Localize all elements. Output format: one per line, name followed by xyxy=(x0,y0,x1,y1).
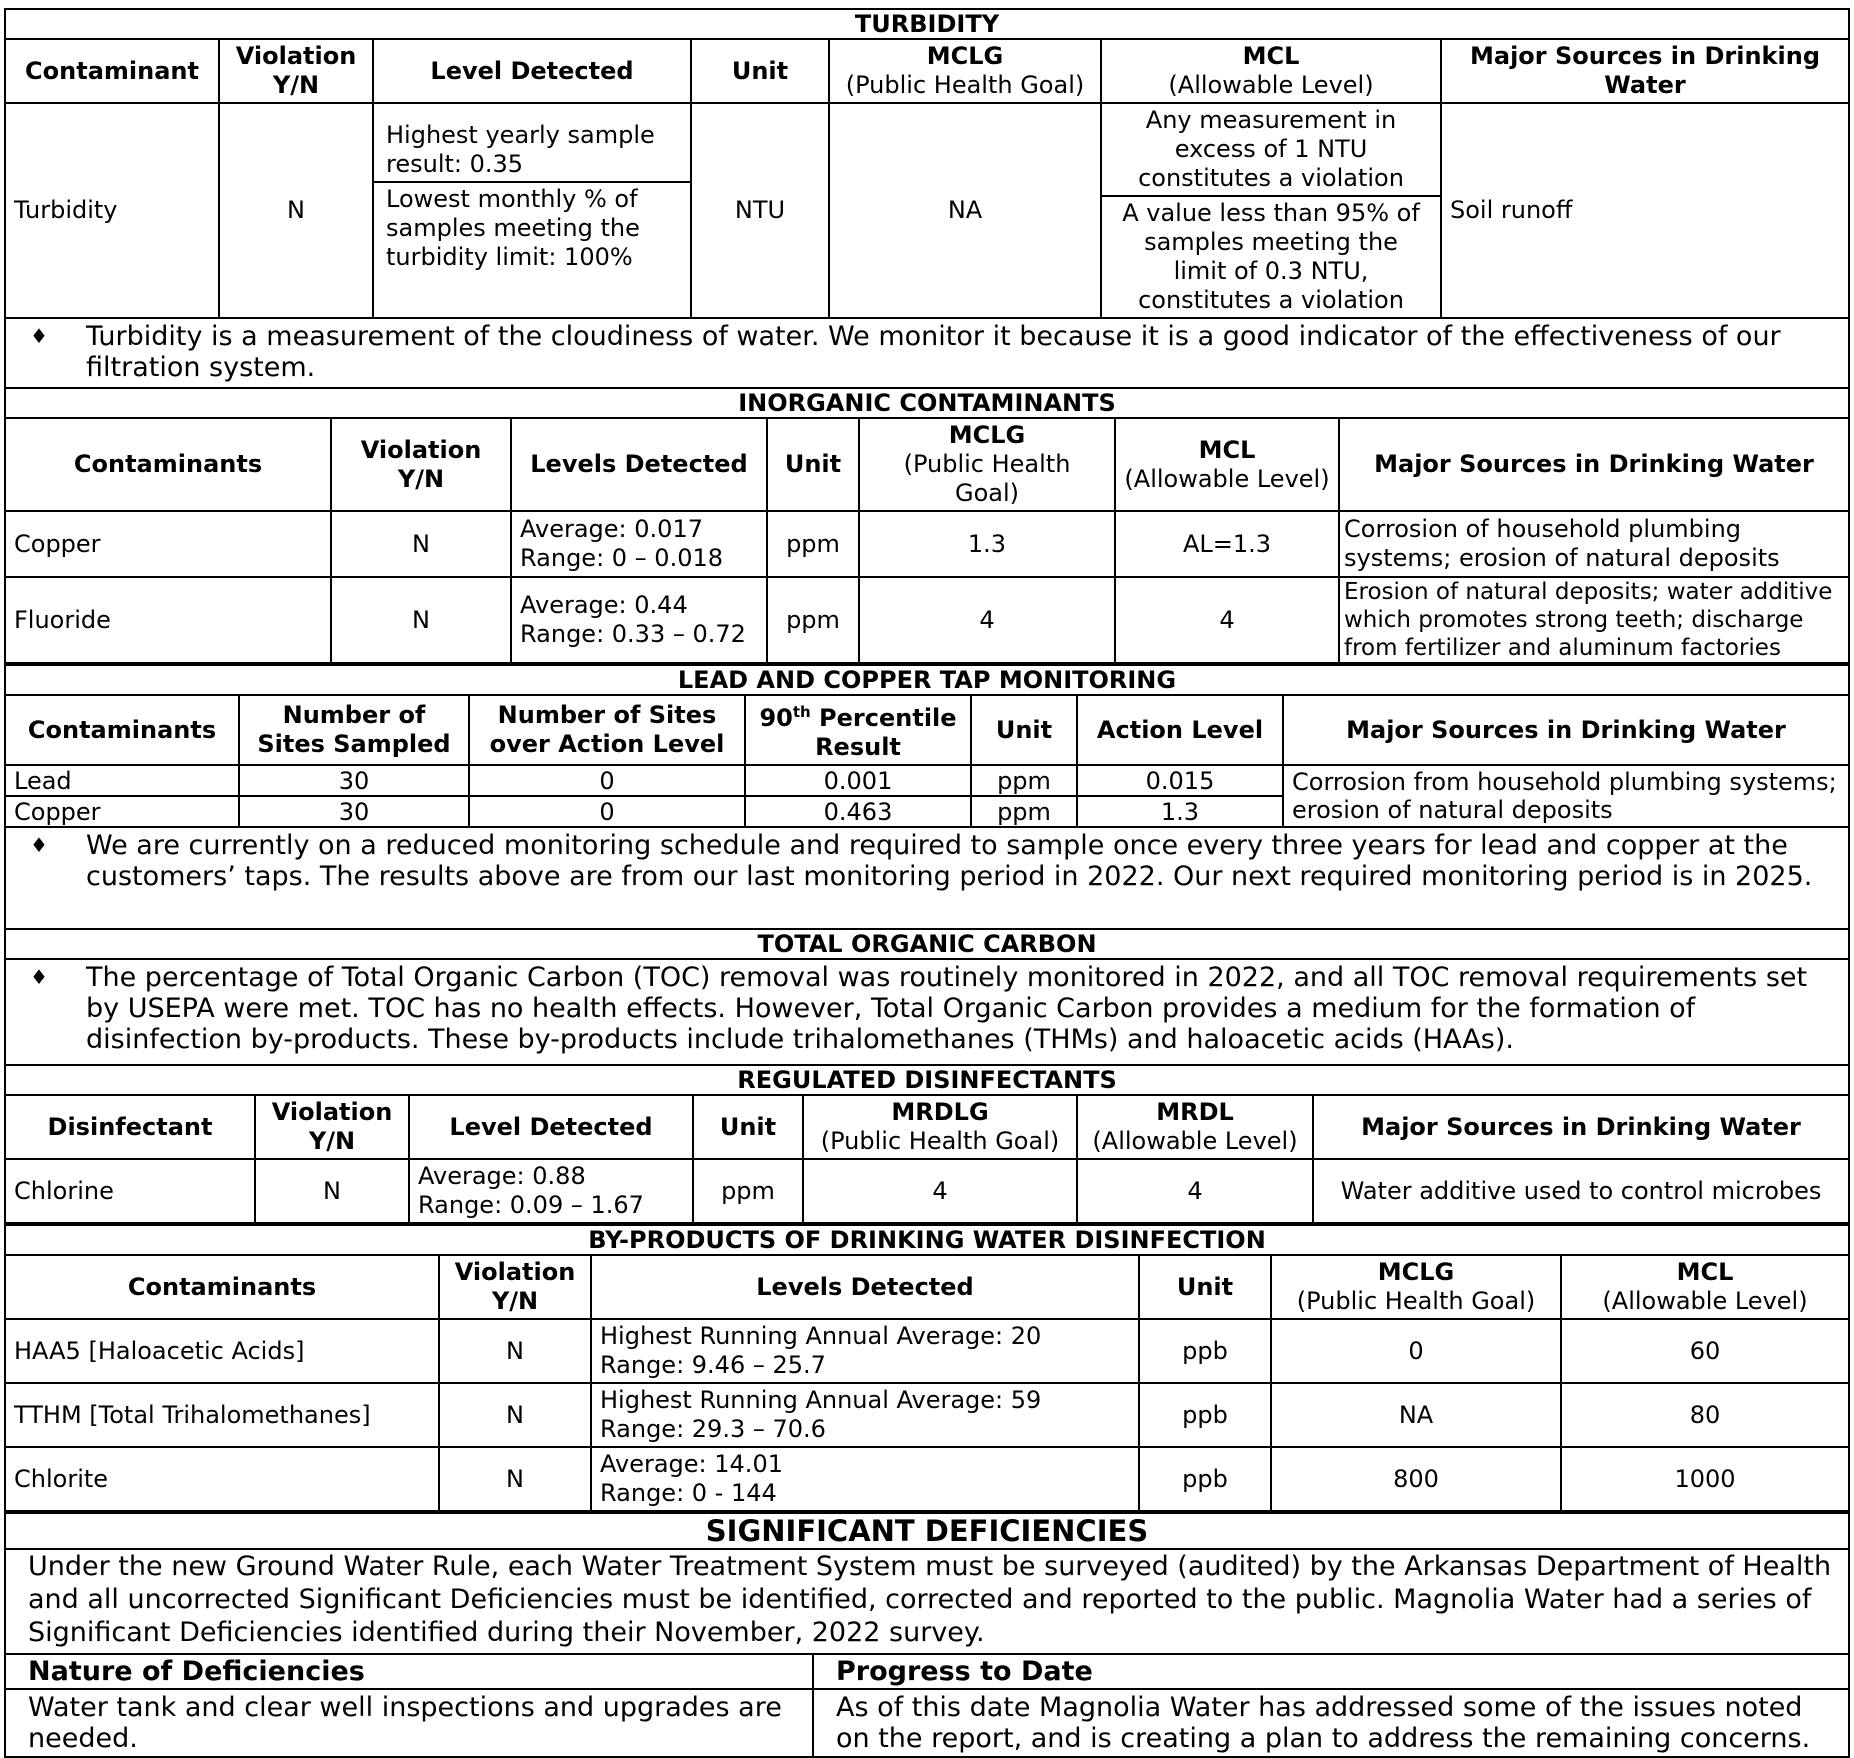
cell-mcl: AL=1.3 xyxy=(1115,511,1339,577)
cell-levels: Average: 0.44 Range: 0.33 – 0.72 xyxy=(511,577,767,663)
header-contaminants: Contaminants xyxy=(5,418,331,511)
cell-sites-sampled: 30 xyxy=(239,765,469,796)
deficiencies-table xyxy=(4,1653,1850,1758)
lead-copper-table xyxy=(4,694,1850,828)
cell-mcl: 60 xyxy=(1561,1319,1849,1383)
bullet-icon: ♦ xyxy=(30,965,48,989)
header-level: Level Detected xyxy=(409,1095,693,1159)
header-mclg: MCLG (Public Health Goal) xyxy=(829,39,1101,103)
cell-contaminant: HAA5 [Haloacetic Acids] xyxy=(5,1319,439,1383)
header-unit: Unit xyxy=(1139,1255,1271,1319)
byproducts-table xyxy=(4,1254,1850,1512)
header-mrdlg: MRDLG (Public Health Goal) xyxy=(803,1095,1077,1159)
cell-violation: N xyxy=(219,103,373,318)
cell-sources: Soil runoff xyxy=(1441,103,1849,318)
header-violation: Violation Y/N xyxy=(255,1095,409,1159)
table-row xyxy=(5,1689,1849,1757)
header-percentile: 90th Percentile Result xyxy=(745,695,971,765)
cell-mcl: 80 xyxy=(1561,1383,1849,1447)
cell-unit: NTU xyxy=(691,103,829,318)
header-mcl: MCL (Allowable Level) xyxy=(1561,1255,1849,1319)
turbidity-table xyxy=(4,38,1850,319)
cell-levels: Highest Running Annual Average: 20 Range: 9.46 – 25.7 xyxy=(591,1319,1139,1383)
deficiencies-title: SIGNIFICANT DEFICIENCIES xyxy=(4,1512,1850,1548)
table-row xyxy=(5,765,1849,796)
header-sites-sampled: Number of Sites Sampled xyxy=(239,695,469,765)
cell-action-level: 1.3 xyxy=(1077,796,1283,827)
table-row xyxy=(5,1447,1849,1511)
cell-sites-over: 0 xyxy=(469,796,745,827)
cell-contaminant: Fluoride xyxy=(5,577,331,663)
bullet-icon: ♦ xyxy=(30,833,48,857)
cell-mcl: 1000 xyxy=(1561,1447,1849,1511)
cell-percentile: 0.463 xyxy=(745,796,971,827)
cell-mcl: 4 xyxy=(1115,577,1339,663)
inorganic-table xyxy=(4,417,1850,664)
deficiencies-intro: Under the new Ground Water Rule, each Water Treatment System must be surveyed (audited) by the Arkansas Department of Health and all uncorrected Significant Deficiencies must be identified, corrected and reported to the public. Magnolia Water had a series of Significant Deficiencies identified during their November, 2022 survey. xyxy=(4,1548,1850,1653)
header-violation: Violation Y/N xyxy=(439,1255,591,1319)
cell-disinfectant: Chlorine xyxy=(5,1159,255,1223)
cell-sources: Erosion of natural deposits; water additive which promotes strong teeth; discharge from fertilizer and aluminum factories xyxy=(1339,577,1849,663)
cell-levels: Highest Running Annual Average: 59 Range: 29.3 – 70.6 xyxy=(591,1383,1139,1447)
cell-mrdlg: 4 xyxy=(803,1159,1077,1223)
cell-violation: N xyxy=(331,577,511,663)
cell-sources: Water additive used to control microbes xyxy=(1313,1159,1849,1223)
cell-nature: Water tank and clear well inspections and upgrades are needed. xyxy=(5,1689,813,1757)
cell-violation: N xyxy=(439,1447,591,1511)
cell-percentile: 0.001 xyxy=(745,765,971,796)
turbidity-note xyxy=(4,319,1850,387)
header-violation: Violation Y/N xyxy=(219,39,373,103)
header-mrdl: MRDL (Allowable Level) xyxy=(1077,1095,1313,1159)
water-quality-report xyxy=(4,8,1850,1758)
cell-level: Average: 0.88 Range: 0.09 – 1.67 xyxy=(409,1159,693,1223)
cell-unit: ppm xyxy=(971,796,1077,827)
table-header-row xyxy=(5,418,1849,511)
cell-mrdl: 4 xyxy=(1077,1159,1313,1223)
table-header-row xyxy=(5,1095,1849,1159)
cell-unit: ppm xyxy=(693,1159,803,1223)
header-unit: Unit xyxy=(691,39,829,103)
table-row xyxy=(5,577,1849,663)
cell-unit: ppb xyxy=(1139,1319,1271,1383)
disinfectants-title: REGULATED DISINFECTANTS xyxy=(4,1064,1850,1094)
header-action-level: Action Level xyxy=(1077,695,1283,765)
header-sources: Major Sources in Drinking Water xyxy=(1313,1095,1849,1159)
toc-note-text: The percentage of Total Organic Carbon (TOC) removal was routinely monitored in 2022, and all TOC removal requirements set by USEPA were met. TOC has no health effects. However, Total Organic Carbon provides a medium for the formation of disinfection by-products. These by-products include trihalomethanes (THMs) and haloacetic acids (HAAs). xyxy=(86,962,1808,1055)
table-row xyxy=(5,511,1849,577)
toc-note xyxy=(4,958,1850,1064)
cell-progress: As of this date Magnolia Water has addressed some of the issues noted on the report, and is creating a plan to address the remaining concerns. xyxy=(813,1689,1849,1757)
header-sites-over: Number of Sites over Action Level xyxy=(469,695,745,765)
header-sources: Major Sources in Drinking Water xyxy=(1283,695,1849,765)
header-unit: Unit xyxy=(767,418,859,511)
cell-violation: N xyxy=(439,1383,591,1447)
cell-sites-over: 0 xyxy=(469,765,745,796)
header-levels: Levels Detected xyxy=(511,418,767,511)
cell-contaminant: TTHM [Total Trihalomethanes] xyxy=(5,1383,439,1447)
table-header-row xyxy=(5,39,1849,103)
level-lowest: Lowest monthly % of samples meeting the turbidity limit: 100% xyxy=(374,181,690,303)
level-highest: Highest yearly sample result: 0.35 xyxy=(386,120,655,178)
header-contaminants: Contaminants xyxy=(5,1255,439,1319)
mcl-part-2: A value less than 95% of samples meeting the limit of 0.3 NTU, constitutes a violation xyxy=(1102,195,1440,317)
table-header-row xyxy=(5,1255,1849,1319)
lead-copper-note xyxy=(4,828,1850,928)
cell-action-level: 0.015 xyxy=(1077,765,1283,796)
disinfectants-table xyxy=(4,1094,1850,1224)
header-mcl: MCL (Allowable Level) xyxy=(1115,418,1339,511)
cell-unit: ppm xyxy=(971,765,1077,796)
cell-mcl xyxy=(1101,103,1441,318)
header-contaminants: Contaminants xyxy=(5,695,239,765)
cell-mclg: NA xyxy=(1271,1383,1561,1447)
cell-contaminant: Copper xyxy=(5,511,331,577)
header-sources: Major Sources in Drinking Water xyxy=(1339,418,1849,511)
header-unit: Unit xyxy=(693,1095,803,1159)
bullet-icon: ♦ xyxy=(30,324,48,348)
cell-levels: Average: 14.01 Range: 0 - 144 xyxy=(591,1447,1139,1511)
cell-unit: ppm xyxy=(767,511,859,577)
header-mclg: MCLG (Public Health Goal) xyxy=(859,418,1115,511)
cell-contaminant: Turbidity xyxy=(5,103,219,318)
cell-contaminant: Chlorite xyxy=(5,1447,439,1511)
cell-mclg: 800 xyxy=(1271,1447,1561,1511)
header-level: Level Detected xyxy=(373,39,691,103)
turbidity-title: TURBIDITY xyxy=(4,8,1850,38)
byproducts-title: BY-PRODUCTS OF DRINKING WATER DISINFECTION xyxy=(4,1224,1850,1254)
table-row xyxy=(5,1159,1849,1223)
inorganic-title: INORGANIC CONTAMINANTS xyxy=(4,387,1850,417)
cell-level xyxy=(373,103,691,318)
cell-contaminant: Lead xyxy=(5,765,239,796)
table-row xyxy=(5,1319,1849,1383)
turbidity-note-text: Turbidity is a measurement of the cloudiness of water. We monitor it because it is a good indicator of the effectiveness of our filtration system. xyxy=(86,321,1781,383)
toc-title: TOTAL ORGANIC CARBON xyxy=(4,928,1850,958)
cell-sources: Corrosion of household plumbing systems; erosion of natural deposits xyxy=(1339,511,1849,577)
header-contaminant: Contaminant xyxy=(5,39,219,103)
header-unit: Unit xyxy=(971,695,1077,765)
cell-violation: N xyxy=(331,511,511,577)
cell-mclg: 4 xyxy=(859,577,1115,663)
cell-mclg: NA xyxy=(829,103,1101,318)
table-header-row xyxy=(5,1654,1849,1689)
cell-mclg: 1.3 xyxy=(859,511,1115,577)
cell-unit: ppm xyxy=(767,577,859,663)
cell-unit: ppb xyxy=(1139,1383,1271,1447)
lead-copper-note-text: We are currently on a reduced monitoring schedule and required to sample once every three years for lead and copper at the customers’ taps. The results above are from our last monitoring period in 2022. Our next required monitoring period is in 2025. xyxy=(86,830,1813,892)
lead-copper-title: LEAD AND COPPER TAP MONITORING xyxy=(4,664,1850,694)
header-violation: Violation Y/N xyxy=(331,418,511,511)
header-nature: Nature of Deficiencies xyxy=(5,1654,813,1689)
cell-contaminant: Copper xyxy=(5,796,239,827)
cell-violation: N xyxy=(255,1159,409,1223)
header-sources: Major Sources in Drinking Water xyxy=(1441,39,1849,103)
header-mclg: MCLG (Public Health Goal) xyxy=(1271,1255,1561,1319)
cell-sites-sampled: 30 xyxy=(239,796,469,827)
header-disinfectant: Disinfectant xyxy=(5,1095,255,1159)
cell-mclg: 0 xyxy=(1271,1319,1561,1383)
header-mcl: MCL (Allowable Level) xyxy=(1101,39,1441,103)
cell-violation: N xyxy=(439,1319,591,1383)
table-row xyxy=(5,1383,1849,1447)
table-row xyxy=(5,103,1849,318)
cell-unit: ppb xyxy=(1139,1447,1271,1511)
cell-levels: Average: 0.017 Range: 0 – 0.018 xyxy=(511,511,767,577)
header-levels: Levels Detected xyxy=(591,1255,1139,1319)
header-progress: Progress to Date xyxy=(813,1654,1849,1689)
mcl-part-1: Any measurement in excess of 1 NTU constitutes a violation xyxy=(1138,106,1404,192)
table-header-row xyxy=(5,695,1849,765)
cell-sources: Corrosion from household plumbing systems; erosion of natural deposits xyxy=(1283,765,1849,827)
